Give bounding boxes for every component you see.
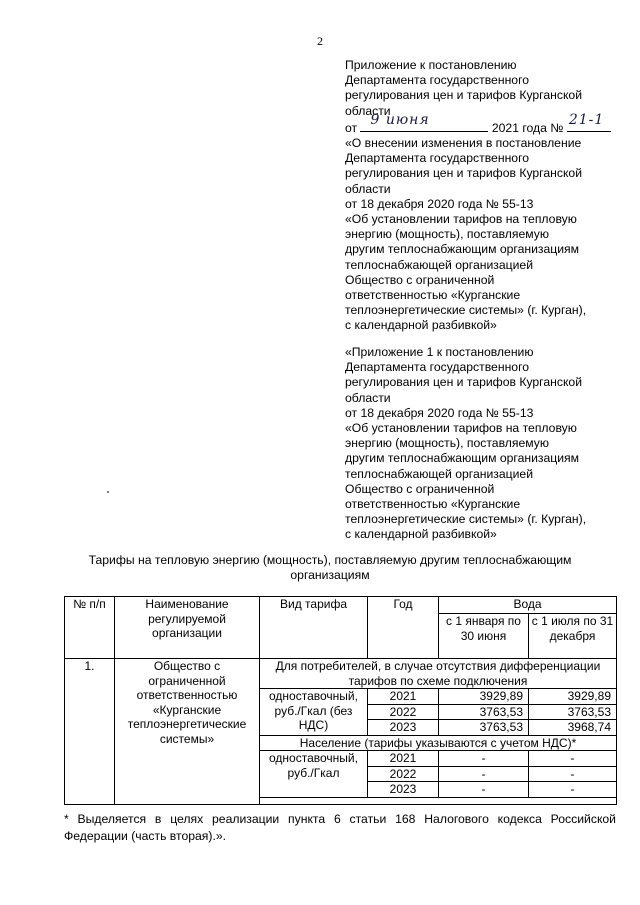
annex-line: Департамента государственного [345,73,530,88]
annex-line: теплоэнергетические системы» (г. Курган), [345,303,587,318]
annex-line: ответственностью «Курганские [345,288,521,303]
year-cell: 2021 [368,689,439,705]
header-period-2: с 1 июля по 31 декабря [529,614,617,659]
year-cell: 2023 [368,782,439,798]
heading-line: Тарифы на тепловую энергию (мощность), поставляемую другим теплоснабжающим [88,553,572,567]
section-consumers: Для потребителей, в случае отсутствия дифференциации тарифов по схеме подключения [260,659,617,689]
value-cell: 3763,53 [439,720,529,736]
annex-line: регулирования цен и тарифов Курганской [345,166,583,181]
annex-line: энергию (мощность), поставляемую [345,227,550,242]
header-name: Наименование регулируемой организации [115,597,260,659]
footnote: * Выделяется в целях реализации пункта 6 статьи 168 Налогового кодекса Российской Федерации (часть вторая).». [64,812,616,843]
table-row [65,659,617,689]
date-signature-line [360,111,488,132]
annex1-line: регулирования цен и тарифов Курганской [345,375,583,390]
annex-line: Департамента государственного [345,151,530,166]
annex-line: другим теплоснабжающим организациям [345,242,580,257]
value-cell: - [439,766,529,782]
year-cell: 2023 [368,720,439,736]
value-cell: 3929,89 [529,689,617,705]
annex-line: области [345,103,391,118]
value-cell: - [439,751,529,767]
annex1-line: другим теплоснабжающим организациям [345,451,580,466]
table-header-row [65,597,617,614]
tariffs-table [64,596,617,805]
section1-tariff-type: одноставочный, руб./Гкал (без НДС) [260,689,368,736]
value-cell: - [529,766,617,782]
heading-line: организациям [290,568,370,582]
org-name: Общество с ограниченной ответственностью «Курганские теплоэнергетические системы» [115,659,260,805]
date-year-text: 2021 года № [491,120,564,135]
annex1-line: теплоэнергетические системы» (г. Курган), [345,512,587,527]
value-cell: 3763,53 [439,704,529,720]
section-population: Население (тарифы указываются с учетом НДС)* [260,735,617,751]
annex-header [345,58,615,334]
annex-line: теплоснабжающей организацией [345,257,534,272]
value-cell: 3929,89 [439,689,529,705]
annex1-line: от 18 декабря 2020 года № 55-13 [345,405,534,420]
handwritten-number: 21-1 [568,111,605,128]
annex1-line: «Об установлении тарифов на тепловую [345,421,577,436]
annex1-line: Департамента государственного [345,360,530,375]
annex1-line: «Приложение 1 к постановлению [345,345,534,359]
annex-line: с календарной разбивкой» [345,318,497,333]
value-cell: - [529,751,617,767]
value-cell: - [439,782,529,798]
header-tariff-type: Вид тарифа [260,597,368,659]
table-spacer [260,797,617,804]
date-prefix: от [345,120,358,135]
annex-line: Приложение к постановлению [345,58,517,72]
annex-line: регулирования цен и тарифов Курганской [345,88,583,103]
section2-tariff-type: одноставочный, руб./Гкал [260,751,368,798]
annex1-line: с календарной разбивкой» [345,527,497,542]
annex-line: Общество с ограниченной [345,272,495,287]
table-heading [60,553,600,583]
header-year: Год [368,597,439,659]
header-num: № п/п [65,597,115,659]
annex1-line: ответственностью «Курганские [345,497,521,512]
header-water: Вода [439,597,617,614]
page-number: 2 [317,34,323,48]
annex1-line: Общество с ограниченной [345,481,495,496]
value-cell: 3968,74 [529,720,617,736]
year-cell: 2022 [368,704,439,720]
annex-date-line [345,111,615,136]
handwritten-date: 9 июня [370,111,430,128]
scan-speck [107,491,109,493]
number-signature-line [567,111,611,132]
annex-line: от 18 декабря 2020 года № 55-13 [345,196,534,211]
year-cell: 2022 [368,766,439,782]
row-number: 1. [65,659,115,805]
year-cell: 2021 [368,751,439,767]
value-cell: - [529,782,617,798]
annex-line: «Об установлении тарифов на тепловую [345,212,577,227]
header-period-1: с 1 января по 30 июня [439,614,529,659]
annex1-line: области [345,390,391,405]
annex1-header [345,345,615,543]
annex-line: «О внесении изменения в постановление [345,136,582,151]
value-cell: 3763,53 [529,704,617,720]
annex1-line: энергию (мощность), поставляемую [345,436,550,451]
annex-line: области [345,181,391,196]
annex1-line: теплоснабжающей организацией [345,466,534,481]
